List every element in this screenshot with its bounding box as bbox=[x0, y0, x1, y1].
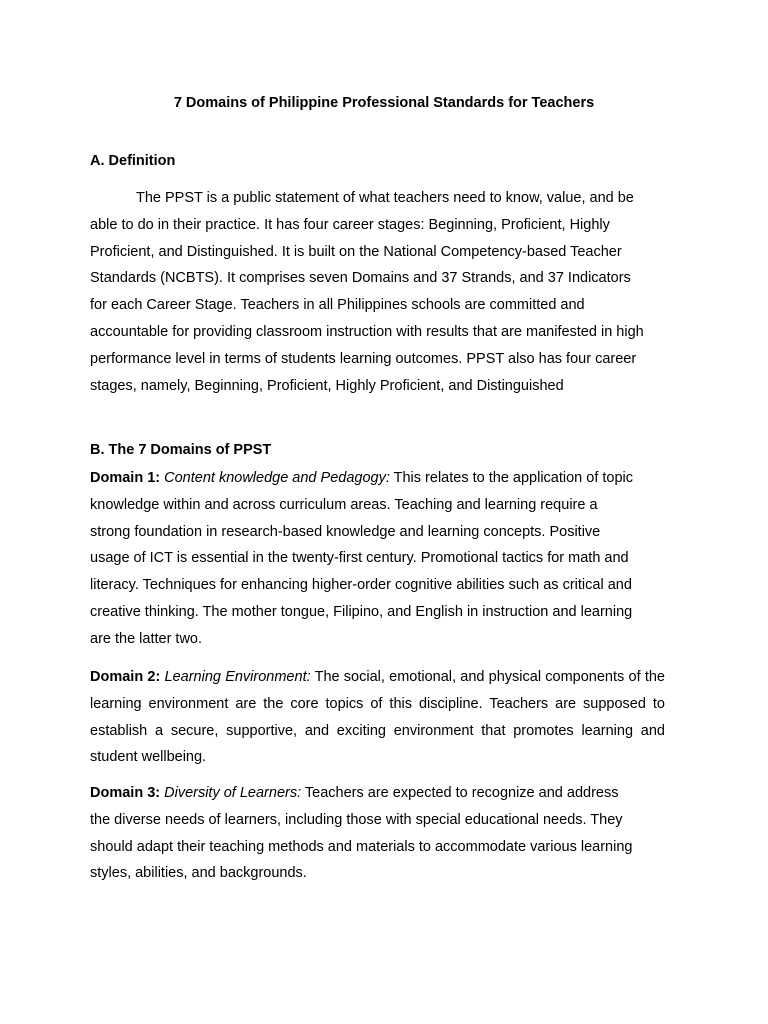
section-b-heading: B. The 7 Domains of PPST bbox=[90, 442, 272, 458]
domain-1-paragraph bbox=[90, 465, 670, 653]
paragraph-line: are the latter two. bbox=[90, 630, 203, 647]
domain-2-term: Learning Environment: bbox=[164, 669, 311, 685]
paragraph-line: the diverse needs of learners, including those with special educational needs. They bbox=[90, 811, 623, 828]
paragraph-line bbox=[90, 780, 670, 807]
document-title: 7 Domains of Philippine Professional Standards for Teachers bbox=[173, 95, 595, 111]
paragraph-line: usage of ICT is essential in the twenty-first century. Promotional tactics for math and bbox=[90, 550, 629, 567]
paragraph-line: performance level in terms of students learning outcomes. PPST also has four career bbox=[90, 350, 637, 367]
domain-3-term: Diversity of Learners: bbox=[164, 785, 302, 801]
paragraph-line: creative thinking. The mother tongue, Filipino, and English in instruction and learning bbox=[90, 603, 633, 620]
paragraph-line: Standards (NCBTS). It comprises seven Domains and 37 Strands, and 37 Indicators bbox=[90, 270, 631, 287]
paragraph-line: able to do in their practice. It has four career stages: Beginning, Proficient, Highly bbox=[90, 216, 610, 233]
domain-3-label: Domain 3: bbox=[90, 785, 161, 801]
domain-1-term: Content knowledge and Pedagogy: bbox=[164, 470, 390, 486]
definition-paragraph bbox=[90, 185, 670, 399]
domain-1-label: Domain 1: bbox=[90, 470, 161, 486]
paragraph-line: for each Career Stage. Teachers in all Philippines schools are committed and bbox=[90, 297, 585, 314]
paragraph-line: accountable for providing classroom instruction with results that are manifested in high bbox=[90, 323, 644, 340]
domain-2-paragraph bbox=[90, 664, 665, 771]
domain-3-paragraph bbox=[90, 780, 670, 887]
domain-2-label: Domain 2: bbox=[90, 669, 161, 685]
paragraph-line: strong foundation in research-based knowledge and learning concepts. Positive bbox=[90, 523, 601, 540]
paragraph-line: styles, abilities, and backgrounds. bbox=[90, 865, 307, 882]
paragraph-line: knowledge within and across curriculum areas. Teaching and learning require a bbox=[90, 496, 598, 513]
paragraph-line: The PPST is a public statement of what teachers need to know, value, and be bbox=[136, 190, 634, 206]
paragraph-line: Proficient, and Distinguished. It is built on the National Competency-based Teacher bbox=[90, 243, 622, 260]
section-a-heading: A. Definition bbox=[90, 153, 176, 169]
paragraph-line bbox=[90, 465, 670, 492]
domain-3-text: Teachers are expected to recognize and address bbox=[304, 785, 619, 801]
paragraph-line: should adapt their teaching methods and materials to accommodate various learning bbox=[90, 838, 633, 855]
domain-2-text: The social, emotional, and physical components of the learning environment are the core topics of this discipline. Teachers are supposed to establish a secure, supportive, and exciting environment that promotes learning and student wellbeing. bbox=[90, 669, 665, 766]
paragraph-line: stages, namely, Beginning, Proficient, Highly Proficient, and Distinguished bbox=[90, 377, 564, 394]
paragraph-line: literacy. Techniques for enhancing higher-order cognitive abilities such as critical and bbox=[90, 577, 632, 594]
domain-1-text: This relates to the application of topic bbox=[393, 470, 634, 486]
